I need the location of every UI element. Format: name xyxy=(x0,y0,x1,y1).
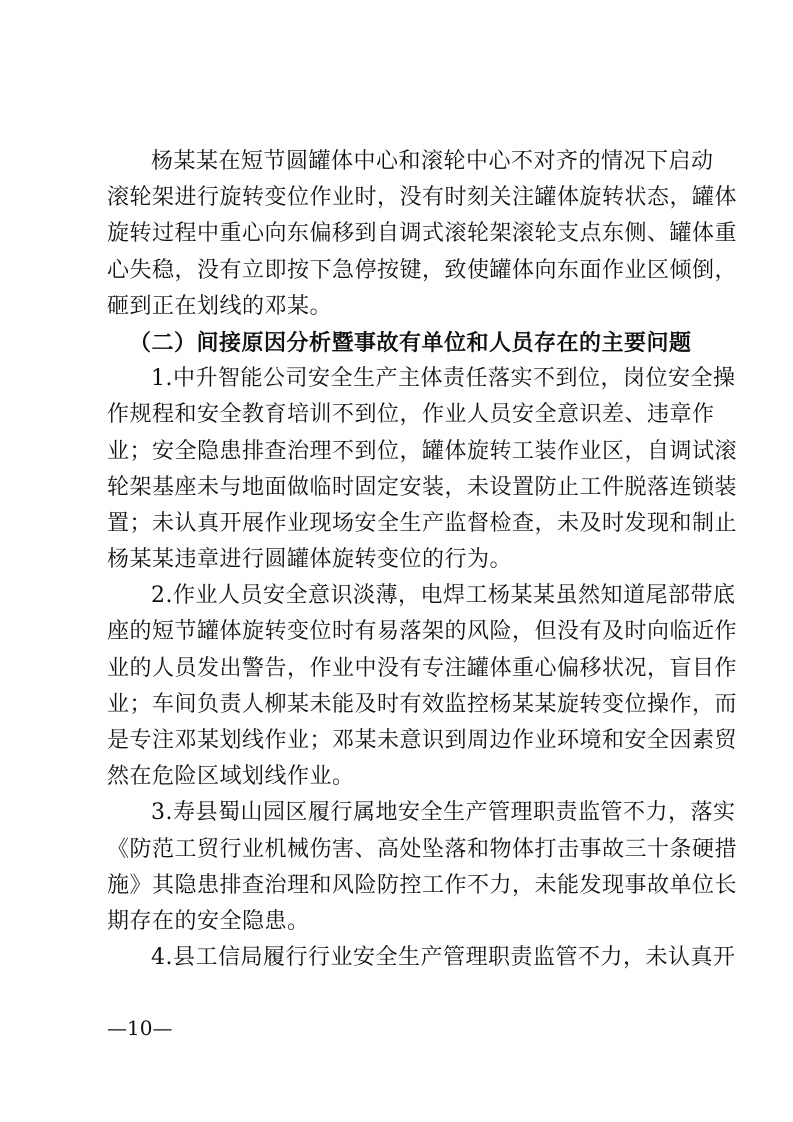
text-line: 业；安全隐患排查治理不到位，罐体旋转工装作业区，自调试滚 xyxy=(107,438,738,464)
text-line: 然在危险区域划线作业。 xyxy=(107,764,355,790)
paragraph xyxy=(107,144,738,325)
document-body xyxy=(107,144,738,976)
page-number: —10— xyxy=(107,1016,173,1040)
text-line: 作规程和安全教育培训不到位，作业人员安全意识差、违章作 xyxy=(107,402,715,428)
paragraph xyxy=(107,795,738,940)
text-line: 是专注邓某划线作业；邓某未意识到周边作业环境和安全因素贸 xyxy=(107,728,738,753)
text-line: 4.县工信局履行行业安全生产管理职责监管不力，未认真开 xyxy=(151,945,736,971)
text-line: 施》其隐患排查治理和风险防控工作不力，未能发现事故单位长 xyxy=(107,872,738,898)
text-line: 砸到正在划线的邓某。 xyxy=(107,293,333,319)
section-heading xyxy=(107,325,692,361)
text-line: 杨某某在短节圆罐体中心和滚轮中心不对齐的情况下启动 xyxy=(151,149,714,174)
text-line: 《防范工贸行业机械伤害、高处坠落和物体打击事故三十条硬措 xyxy=(107,836,738,862)
text-line: 杨某某违章进行圆罐体旋转变位的行为。 xyxy=(107,547,513,573)
paragraph xyxy=(107,361,738,578)
text-line: 期存在的安全隐患。 xyxy=(107,908,310,934)
text-line: 滚轮架进行旋转变位作业时，没有时刻关注罐体旋转状态，罐体 xyxy=(107,185,738,211)
text-line: 1.中升智能公司安全生产主体责任落实不到位，岗位安全操 xyxy=(151,366,736,392)
text-line: 2.作业人员安全意识淡薄，电焊工杨某某虽然知道尾部带底 xyxy=(151,583,736,609)
text-line: 3.寿县蜀山园区履行属地安全生产管理职责监管不力，落实 xyxy=(151,800,736,826)
text-line: 旋转过程中重心向东偏移到自调式滚轮架滚轮支点东侧、罐体重 xyxy=(107,221,738,247)
text-line: 轮架基座未与地面做临时固定安装，未设置防止工件脱落连锁装 xyxy=(107,474,738,500)
text-line: 座的短节罐体旋转变位时有易落架的风险，但没有及时向临近作 xyxy=(107,619,738,645)
text-line: 心失稳，没有立即按下急停按键，致使罐体向东面作业区倾倒， xyxy=(107,257,738,283)
paragraph xyxy=(107,940,736,976)
text-line: 业；车间负责人柳某未能及时有效监控杨某某旋转变位操作，而 xyxy=(107,691,738,717)
paragraph xyxy=(107,578,738,795)
text-line: 置；未认真开展作业现场安全生产监督检查，未及时发现和制止 xyxy=(107,510,738,536)
heading-line: （二）间接原因分析暨事故有单位和人员存在的主要问题 xyxy=(129,329,692,356)
text-line: 业的人员发出警告，作业中没有专注罐体重心偏移状况，盲目作 xyxy=(107,655,738,681)
